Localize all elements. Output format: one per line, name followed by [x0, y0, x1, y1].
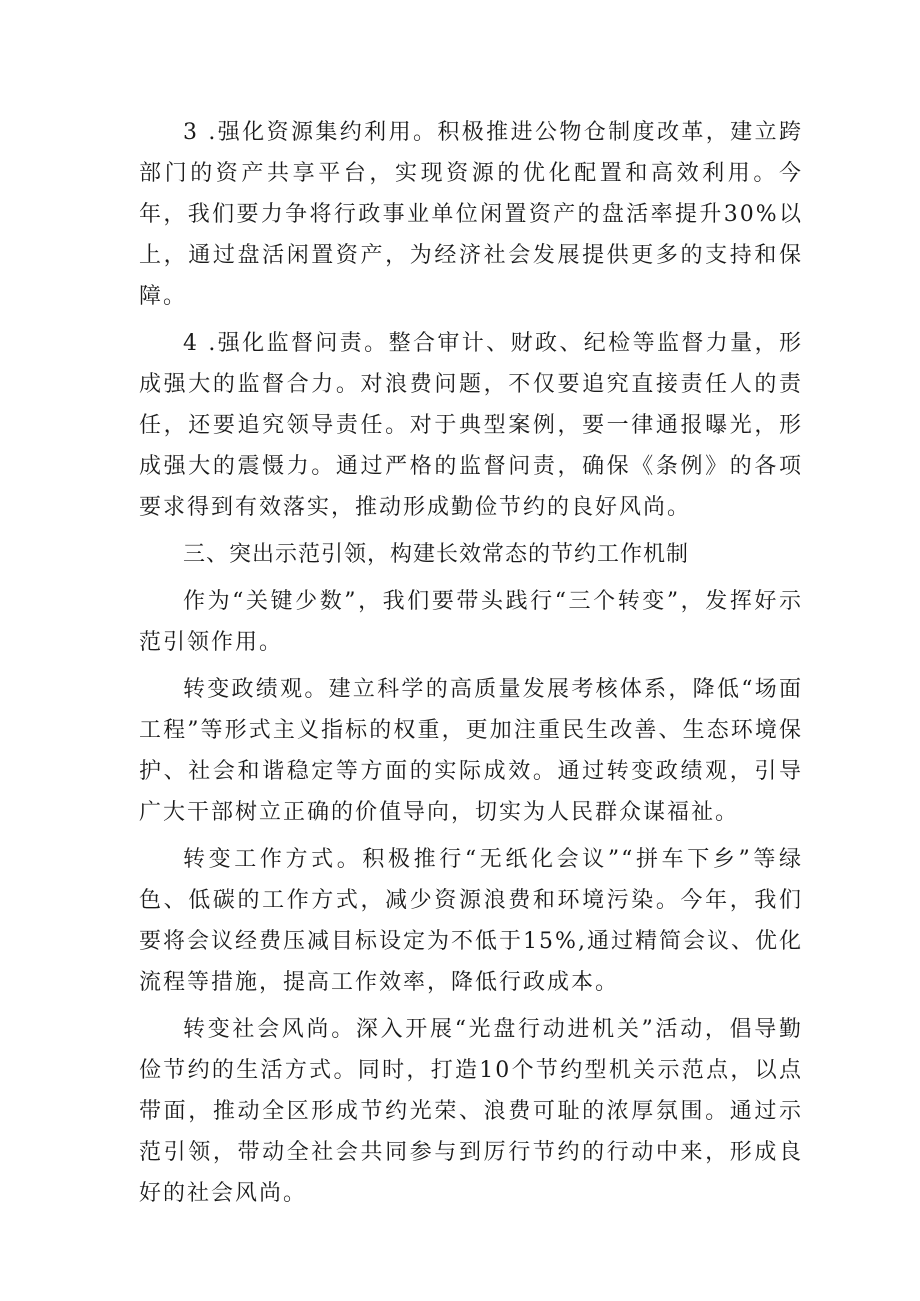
paragraph-performance-view: 转变政绩观。建立科学的高质量发展考核体系，降低“场面工程”等形式主义指标的权重，更加注重民生改善、生态环境保护、社会和谐稳定等方面的实际成效。通过转变政绩观，引导广大干部树立正确的价值导向，切实为人民群众谋福祉。	[139, 677, 803, 825]
document-body	[139, 112, 803, 1220]
paragraph-work-style: 转变工作方式。积极推行“无纸化会议”“拼车下乡”等绿色、低碳的工作方式，减少资源浪费和环境污染。今年，我们要将会议经费压减目标设定为不低于15%,通过精简会议、优化流程等措施，提高工作效率，降低行政成本。	[139, 847, 803, 995]
section-heading: 三、突出示范引领，构建长效常态的节约工作机制	[183, 542, 690, 567]
paragraph-key-minority: 作为“关键少数”，我们要带头践行“三个转变”，发挥好示范引领作用。	[139, 589, 803, 655]
paragraph-social-custom: 转变社会风尚。深入开展“光盘行动进机关”活动，倡导勤俭节约的生活方式。同时，打造10个节约型机关示范点，以点带面，推动全区形成节约光荣、浪费可耻的浓厚氛围。通过示范引领，带动全社会共同参与到厉行节约的行动中来，形成良好的社会风尚。	[139, 1017, 803, 1206]
paragraph-resource-utilization: 3 .强化资源集约利用。积极推进公物仓制度改革，建立跨部门的资产共享平台，实现资源的优化配置和高效利用。今年，我们要力争将行政事业单位闲置资产的盘活率提升30%以上，通过盘活闲置资产，为经济社会发展提供更多的支持和保障。	[139, 120, 803, 309]
paragraph-supervision-accountability: 4 .强化监督问责。整合审计、财政、纪检等监督力量，形成强大的监督合力。对浪费问题，不仅要追究直接责任人的责任，还要追究领导责任。对于典型案例，要一律通报曝光，形成强大的震慑力。通过严格的监督问责，确保《条例》的各项要求得到有效落实，推动形成勤俭节约的良好风尚。	[139, 331, 803, 520]
